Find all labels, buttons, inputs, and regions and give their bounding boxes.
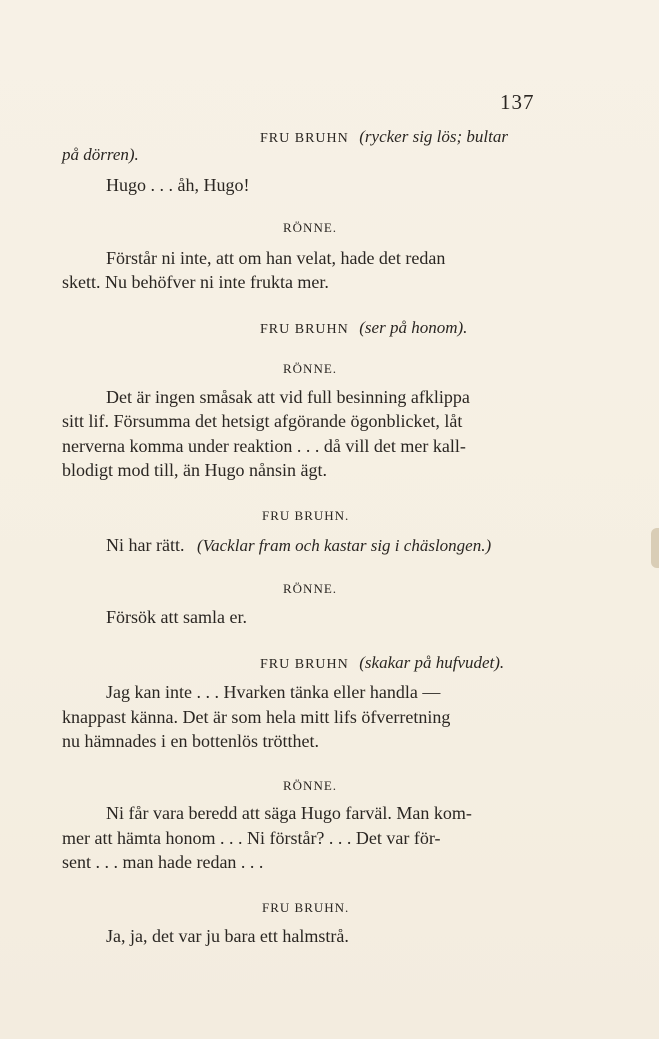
- dialogue-line: Ni får vara beredd att säga Hugo farväl. Man kom-: [106, 803, 472, 823]
- dialogue-line: nu hämnades i en bottenlös trötthet.: [62, 731, 319, 751]
- speaker-heading: RÖNNE.: [283, 778, 338, 793]
- stage-direction-line: [260, 650, 504, 677]
- speaker-heading: RÖNNE.: [283, 220, 338, 235]
- dialogue-line: Det är ingen småsak att vid full besinning afklippa: [106, 387, 470, 407]
- dialogue-text: Ni har rätt.: [106, 535, 185, 555]
- speaker-heading: FRU BRUHN.: [262, 508, 350, 523]
- stage-direction-line: [260, 315, 467, 342]
- speaker-name: FRU BRUHN: [260, 657, 349, 672]
- dialogue-line: Jag kan inte . . . Hvarken tänka eller handla —: [106, 682, 441, 702]
- page-number: 137: [500, 90, 535, 114]
- stage-direction: (rycker sig lös; bultar: [359, 127, 508, 146]
- dialogue-line: Förstår ni inte, att om han velat, hade det redan: [106, 248, 446, 268]
- stage-direction: (skakar på hufvudet).: [359, 653, 505, 672]
- speaker-name: FRU BRUHN: [260, 131, 349, 146]
- stage-direction-line: [260, 124, 508, 151]
- dialogue-line: Hugo . . . åh, Hugo!: [106, 175, 250, 195]
- speaker-name: FRU BRUHN: [260, 322, 349, 337]
- dialogue-line: nerverna komma under reaktion . . . då vill det mer kall-: [62, 436, 466, 456]
- dialogue-line: Ja, ja, det var ju bara ett halmstrå.: [106, 926, 349, 946]
- stage-direction-continued: på dörren).: [62, 145, 139, 164]
- page-edge-tab: [651, 528, 659, 568]
- dialogue-line: [106, 533, 491, 558]
- speaker-heading: RÖNNE.: [283, 361, 338, 376]
- dialogue-line: sent . . . man hade redan . . .: [62, 852, 264, 872]
- dialogue-line: mer att hämta honom . . . Ni förstår? . . . Det var för-: [62, 828, 441, 848]
- speaker-heading: FRU BRUHN.: [262, 900, 350, 915]
- dialogue-line: skett. Nu behöfver ni inte frukta mer.: [62, 272, 329, 292]
- dialogue-line: sitt lif. Försumma det hetsigt afgörande ögonblicket, låt: [62, 411, 463, 431]
- dialogue-line: knappast känna. Det är som hela mitt lifs öfverretning: [62, 707, 451, 727]
- dialogue-line: Försök att samla er.: [106, 607, 247, 627]
- stage-direction: (ser på honom).: [359, 318, 468, 337]
- dialogue-line: blodigt mod till, än Hugo nånsin ägt.: [62, 460, 327, 480]
- speaker-heading: RÖNNE.: [283, 581, 338, 596]
- stage-direction: (Vacklar fram och kastar sig i chäslongen.): [196, 536, 492, 555]
